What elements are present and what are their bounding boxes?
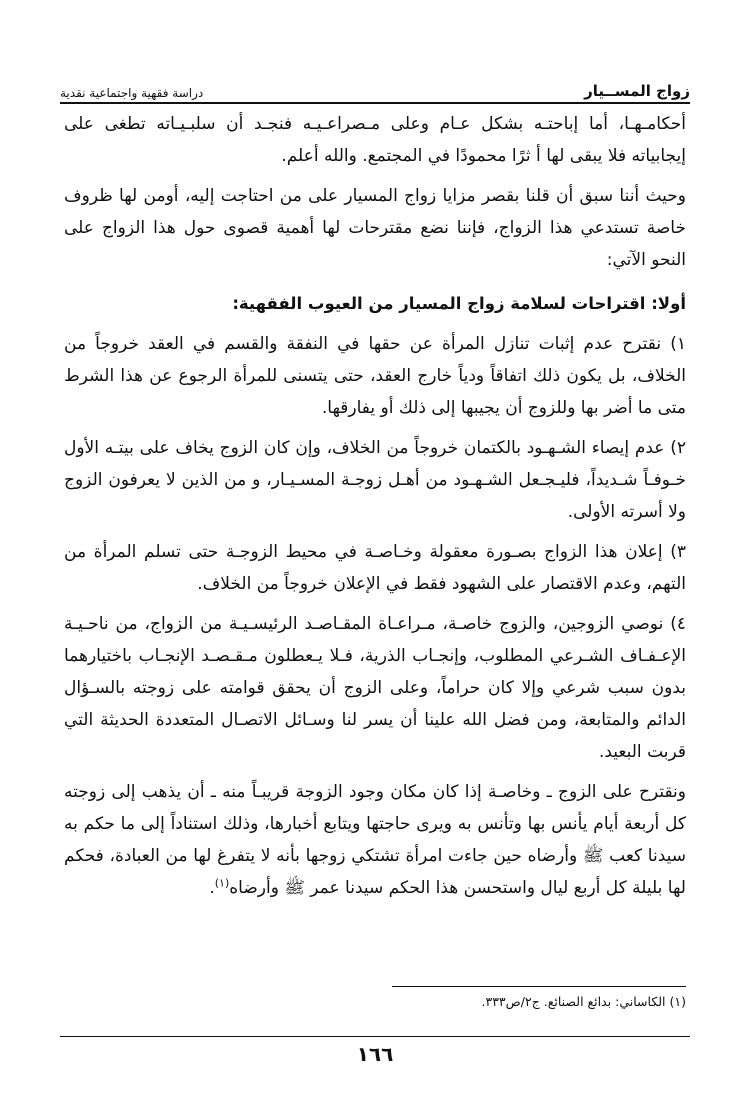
paragraph-6: ٤) نوصي الزوجين، والزوج خاصـة، مـراعـاة المقـاصـد الرئيسـيـة من الزواج، من ناحـيـة الإعـفـاف الشـرعي المطلوب، وإنجـاب الذرية، فـلا يـعطلون مـقـصـد الإنجـاب باختيارهما بدون سبب شرعي وإلا كان حراماً، وعلى الزوج أن يحقق قوامته على زوجته بالسـؤال الدائم والمتابعة، ومن فضل الله علينا أن يسر لنا وسـائل الاتصـال المتعددة الحديثة التي قربت البعيد. bbox=[64, 614, 686, 762]
book-subtitle: دراسة فقهية واجتماعية نقدية bbox=[60, 86, 204, 100]
paragraph-2: وحيث أننا سبق أن قلنا بقصر مزايا زواج المسيار على من احتاجت إليه، أومن لها ظروف خاصة تستدعي هذا الزواج، فإننا نضع مقترحات لها أهمية قصوى حول هذا الزواج على النحو الآتي: bbox=[64, 186, 686, 270]
paragraph-7-text: ونقترح على الزوج ـ وخاصـة إذا كان مكان وجود الزوجة قريبـاً منه ـ أن يذهب إلى زوجته كل أربعة أيام يأنس بها وتأنس به ويرى حاجتها ويتابع أخبارها، وذلك استناداً إلى ما حكم به سيدنا كعب ﷺ وأرضاه حين جاءت امرأة تشتكي زوجها بأنه لا يتفرغ لها من العبادة، فحكم لها بليلة كل أربع ليال واستحسن هذا الحكم سيدنا عمر ﷺ وأرضاه bbox=[64, 782, 686, 898]
footnote: (١) الكاساني: بدائع الصنائع. ج٢/ص٣٣٣. bbox=[481, 994, 686, 1009]
book-title: زواج المســيار bbox=[584, 82, 690, 100]
footer-divider bbox=[60, 1036, 690, 1037]
footnote-divider bbox=[392, 986, 686, 987]
paragraph-7-end: . bbox=[209, 878, 215, 898]
running-header bbox=[60, 74, 690, 100]
section-heading: أولا: اقتراحات لسلامة زواج المسيار من العيوب الفقهية: bbox=[232, 294, 686, 313]
page-body bbox=[64, 108, 686, 904]
header-divider bbox=[60, 102, 690, 104]
paragraph-1: أحكامـهـا، أما إباحتـه بشكل عـام وعلى مـصراعـيـه فنجـد أن سلبـيـاته تطغى على إيجابياته فلا يبقى لها أ ثرًا محمودًا في المجتمع. والله أعلم. bbox=[64, 114, 686, 166]
footnote-reference[interactable]: (١) bbox=[214, 876, 230, 890]
page-number: ١٦٦ bbox=[356, 1042, 394, 1066]
paragraph-5: ٣) إعلان هذا الزواج بصـورة معقولة وخـاصـة في محيط الزوجـة حتى تسلم المرأة من التهم، وعدم الاقتصار على الشهود فقط في الإعلان خروجاً من الخلاف. bbox=[64, 542, 686, 594]
paragraph-4: ٢) عدم إيصاء الشـهـود بالكتمان خروجاً من الخلاف، وإن كان الزوج يخاف على بيتـه الأول خـوفـاً شـديداً، فليـجـعل الشـهـود من أهـل زوجـة المسـيـار، و من الذين لا يعرفون الزوج ولا أسرته الأولى. bbox=[64, 438, 686, 522]
paragraph-7 bbox=[64, 776, 686, 904]
paragraph-3: ١) نقترح عدم إثبات تنازل المرأة عن حقها في النفقة والقسم في العقد خروجاً من الخلاف، بل يكون ذلك اتفاقاً ودياً خارج العقد، حتى يتسنى للمرأة الرجوع عن هذا الشرط متى ما أضر بها وللزوج أن يجيبها إلى ذلك أو يفارقها. bbox=[64, 334, 686, 418]
